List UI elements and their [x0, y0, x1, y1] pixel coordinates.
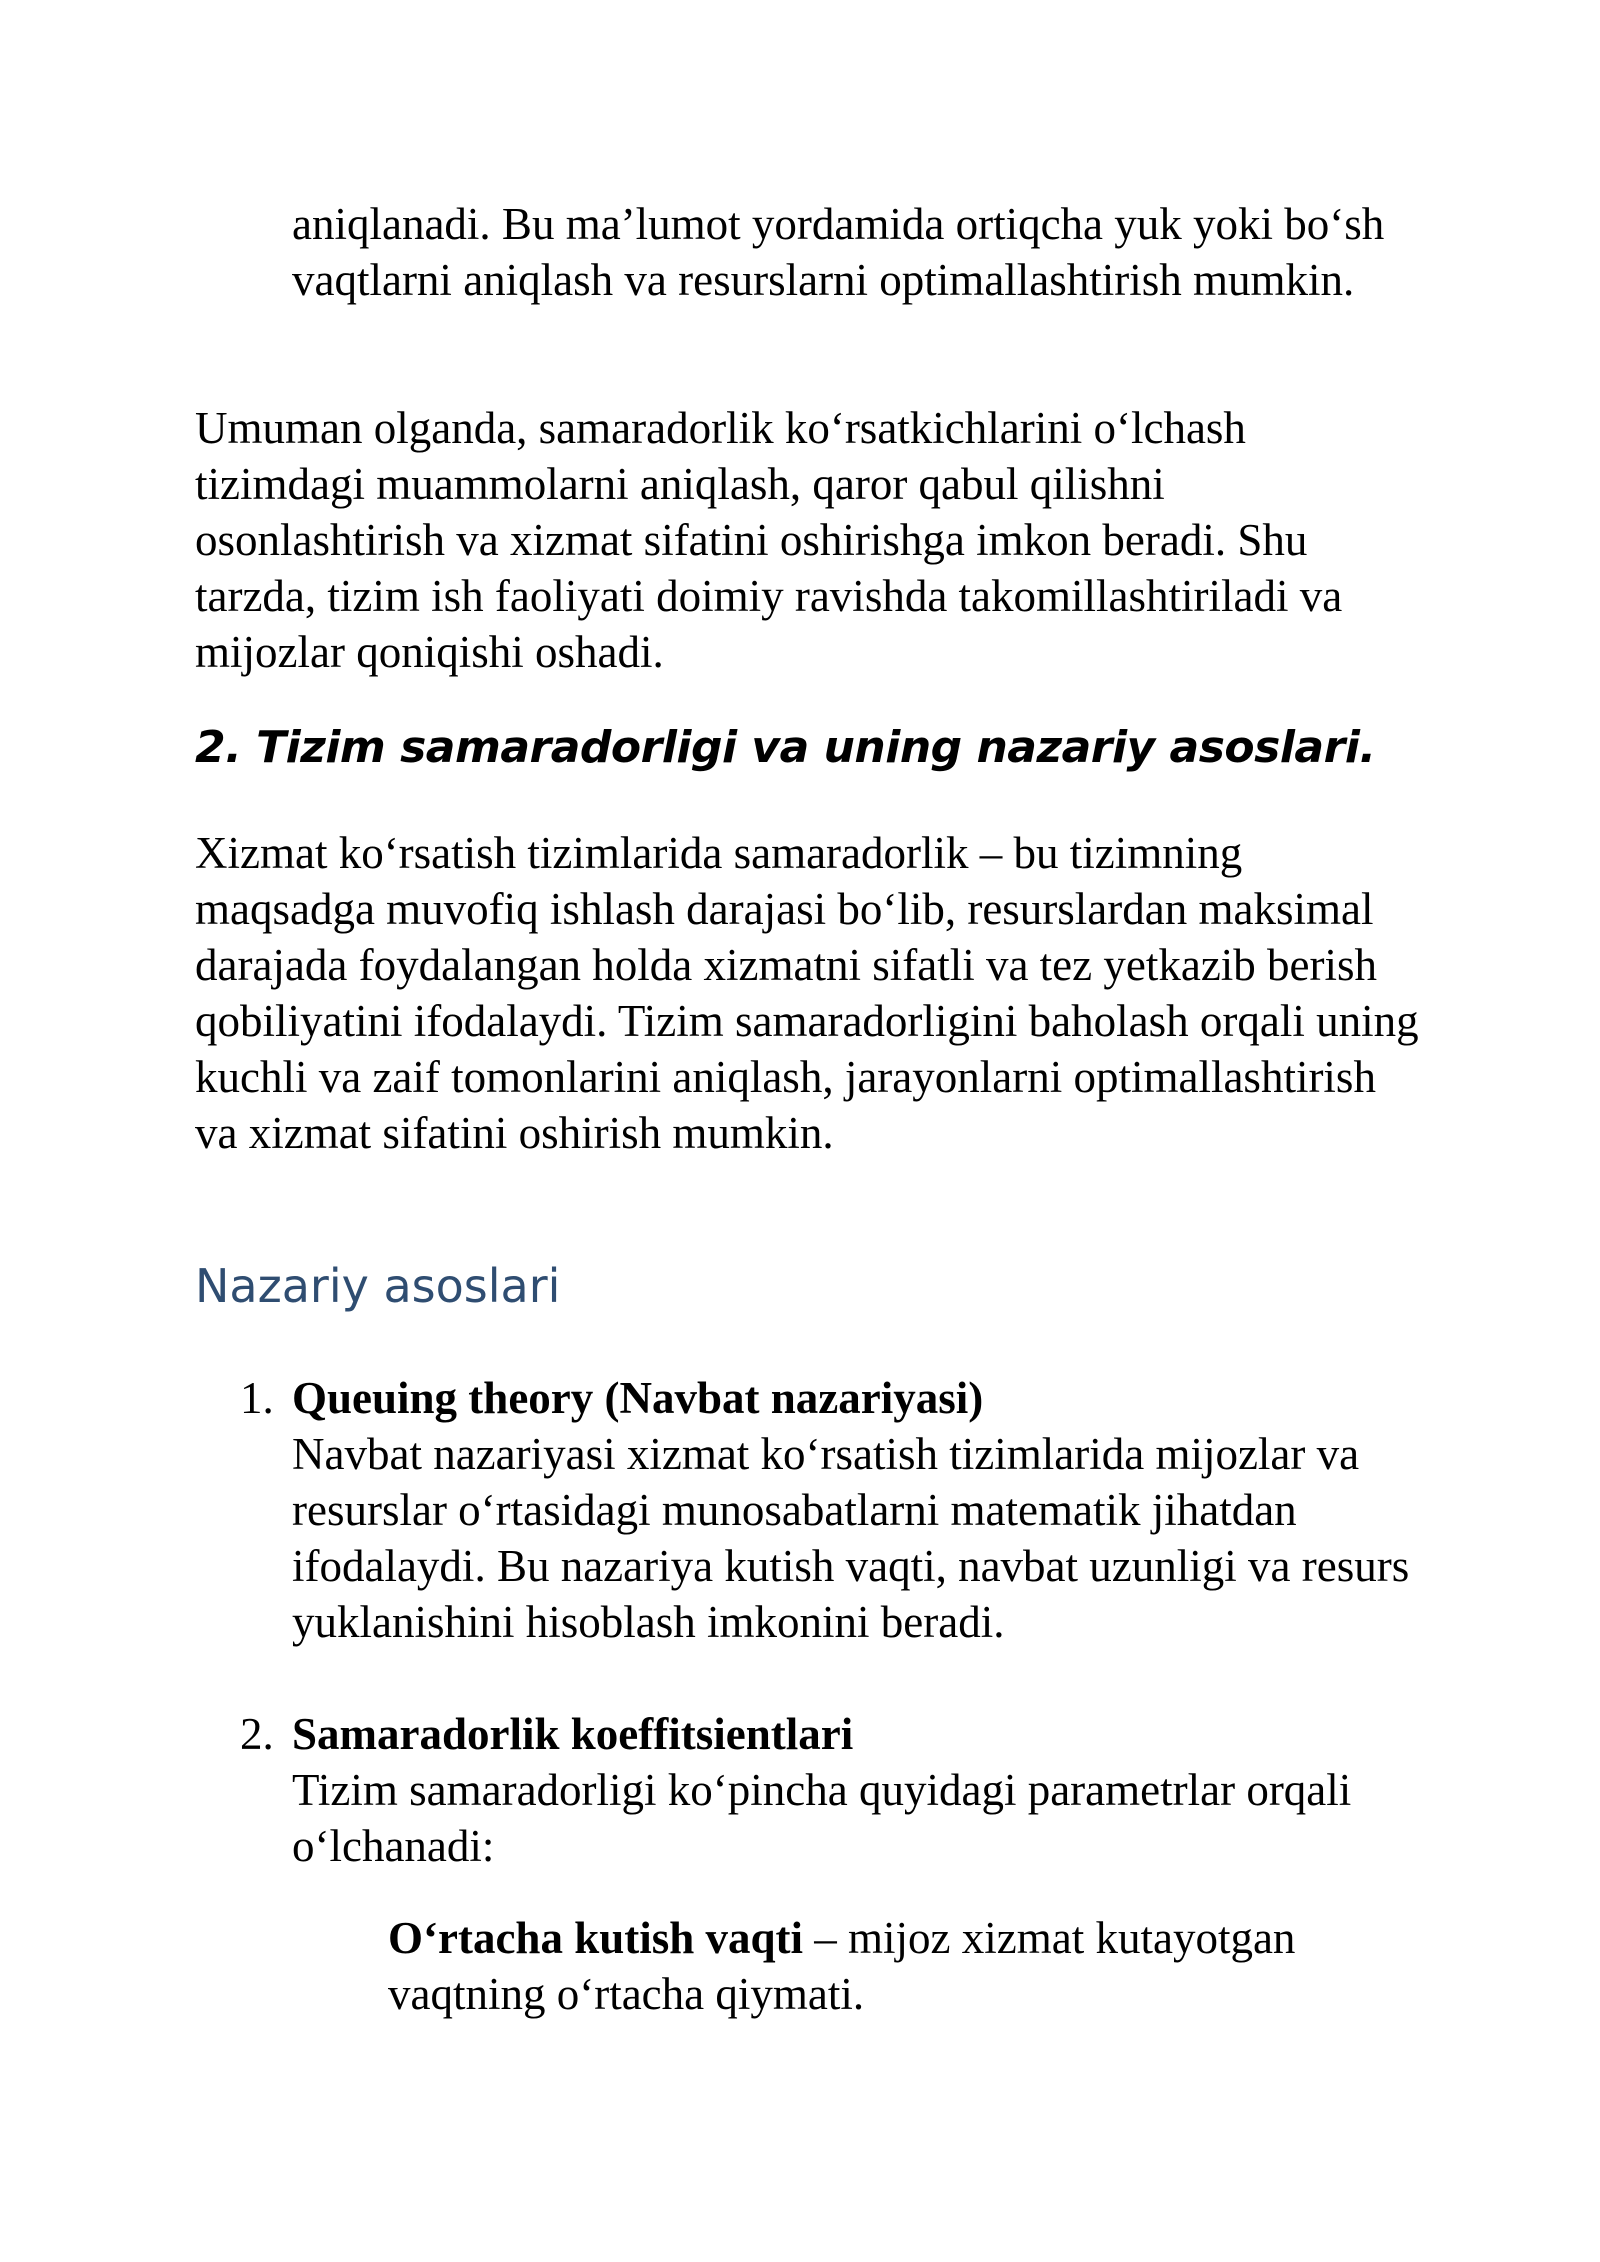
list-item-body: Tizim samaradorligi ko‘pincha quyidagi parametrlar orqali o‘lchanadi:	[292, 1765, 1352, 1871]
list-item-title: Queuing theory (Navbat nazariyasi)	[292, 1373, 984, 1423]
metric-term: O‘rtacha kutish vaqti	[388, 1913, 804, 1963]
section-heading: 2. Tizim samaradorligi va uning nazariy asoslari.	[195, 722, 1376, 773]
continued-paragraph: aniqlanadi. Bu ma’lumot yordamida ortiqcha yuk yoki bo‘sh vaqtlarni aniqlash va resurslarni optimallashtirish mumkin.	[292, 199, 1385, 305]
metric-definition-text: – mijoz xizmat kutayotgan vaqtning o‘rtacha qiymati.	[388, 1913, 1296, 2019]
subsection-heading: Nazariy asoslari	[195, 1259, 561, 1313]
list-item-number: 1.	[240, 1373, 274, 1423]
intro-paragraph: Xizmat ko‘rsatish tizimlarida samaradorlik – bu tizimning maqsadga muvofiq ishlash darajasi bo‘lib, resurslardan maksimal darajada foydalangan holda xizmatni sifatli va tez yetkazib berish qobiliyatini ifodalaydi. Tizim samaradorligini baholash orqali uning kuchli va zaif tomonlarini aniqlash, jarayonlarni optimallashtirish va xizmat sifatini oshirish mumkin.	[195, 828, 1419, 1158]
summary-paragraph: Umuman olganda, samaradorlik ko‘rsatkichlarini o‘lchash tizimdagi muammolarni aniqlash, qaror qabul qilishni osonlashtirish va xizmat sifatini oshirishga imkon beradi. Shu tarzda, tizim ish faoliyati doimiy ravishda takomillashtiriladi va mijozlar qoniqishi oshadi.	[195, 403, 1343, 677]
list-item-number: 2.	[240, 1709, 274, 1759]
list-item-efficiency-coefficients	[240, 1706, 1422, 1874]
list-item-body: Navbat nazariyasi xizmat ko‘rsatish tizimlarida mijozlar va resurslar o‘rtasidagi munosabatlarni matematik jihatdan ifodalaydi. Bu nazariya kutish vaqti, navbat uzunligi va resurs yuklanishini hisoblash imkonini beradi.	[292, 1429, 1410, 1647]
metric-definition	[388, 1910, 1428, 2022]
list-item-queuing-theory	[240, 1370, 1422, 1650]
list-item-title: Samaradorlik koeffitsientlari	[292, 1709, 854, 1759]
